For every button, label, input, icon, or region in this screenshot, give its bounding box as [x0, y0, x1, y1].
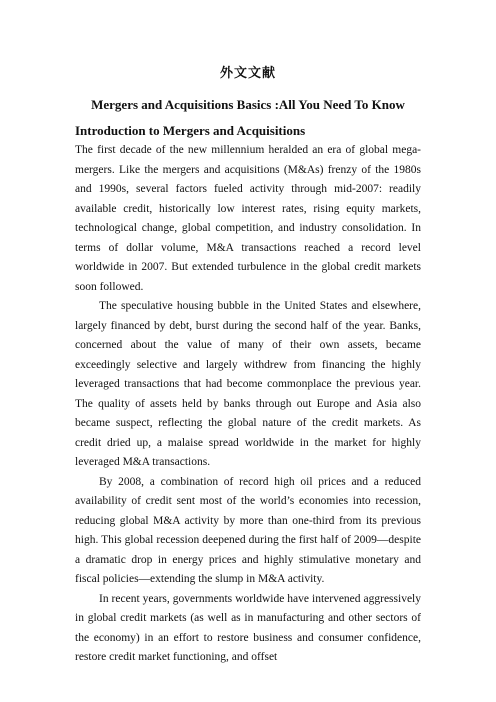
document-page: [75, 62, 421, 668]
paragraph-1: The first decade of the new millennium heralded an era of global mega-mergers. Like the mergers and acquisitions (M&As) frenzy of the 1980s and 1990s, several factors fueled activity through mid-2007: readily available credit, historically low interest rates, rising equity markets, technological change, global competition, and industry consolidation. In terms of dollar volume, M&A transactions reached a record level worldwide in 2007. But extended turbulence in the global credit markets soon followed.: [75, 144, 421, 293]
paragraph-4: In recent years, governments worldwide have intervened aggressively in global credit markets (as well as in manufacturing and other sectors of the economy) in an effort to restore business and consumer confidence, restore credit market functioning, and offset: [75, 592, 421, 663]
chinese-title: 外文文献: [219, 66, 276, 81]
paragraph-2: The speculative housing bubble in the United States and elsewhere, largely financed by debt, burst during the second half of the year. Banks, concerned about the value of many of their own assets, became exceedingly selective and largely withdrew from financing the highly leveraged transactions that had become commonplace the previous year. The quality of assets held by banks through out Europe and Asia also became suspect, reflecting the global nature of the credit markets. As credit dried up, a malaise spread worldwide in the market for highly leveraged M&A transactions.: [75, 300, 421, 468]
section-heading: Introduction to Mergers and Acquisitions: [75, 123, 306, 138]
document-title: Mergers and Acquisitions Basics :All You Need To Know: [91, 97, 405, 112]
paragraph-3: By 2008, a combination of record high oil prices and a reduced availability of credit sent most of the world’s economies into recession, reducing global M&A activity by more than one-third from its previous high. This global recession deepened during the first half of 2009—despite a dramatic drop in energy prices and highly stimulative monetary and fiscal policies—extending the slump in M&A activity.: [75, 475, 421, 585]
